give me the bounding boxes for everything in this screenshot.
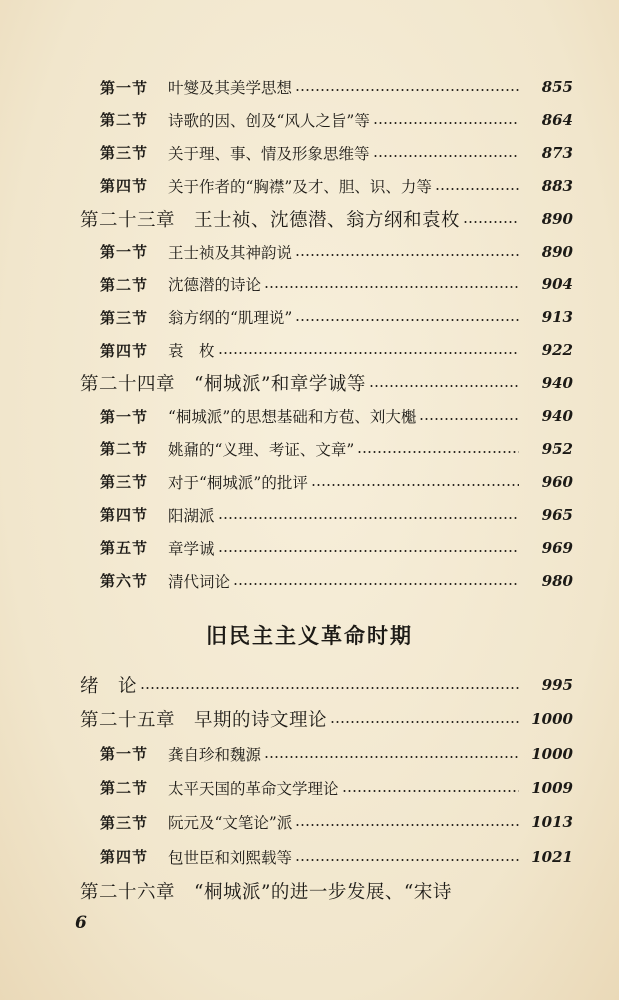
page-ref: 890 bbox=[541, 242, 573, 261]
section-title: 对于“桐城派”的批评 bbox=[168, 473, 308, 492]
section-label: 第一节 bbox=[100, 243, 149, 261]
section-label: 第四节 bbox=[100, 341, 149, 360]
page-ref: 1021 bbox=[531, 847, 573, 866]
part-heading: 旧民主主义革命时期 bbox=[206, 623, 413, 648]
dot-leader bbox=[295, 319, 519, 321]
section-title: “桐城派”的思想基础和方苞、刘大櫆 bbox=[168, 408, 417, 426]
page-ref: 960 bbox=[541, 472, 573, 491]
section-label: 第一节 bbox=[100, 407, 149, 426]
chapter-title: 第二十五章 早期的诗文理论 bbox=[80, 710, 328, 732]
page-ref: 969 bbox=[541, 538, 573, 557]
section-title: 阮元及“文笔论”派 bbox=[168, 814, 293, 833]
toc-section-row bbox=[0, 335, 619, 365]
dot-leader bbox=[311, 484, 519, 486]
toc-chapter-row bbox=[0, 704, 619, 734]
page-ref: 864 bbox=[541, 110, 573, 129]
dot-leader bbox=[264, 286, 519, 288]
section-title: 龚自珍和魏源 bbox=[168, 745, 262, 764]
toc-chapter-row bbox=[0, 876, 619, 906]
page-ref: 890 bbox=[541, 209, 573, 228]
page-ref: 1000 bbox=[531, 744, 573, 763]
section-label: 第四节 bbox=[100, 506, 149, 525]
chapter-title: 第二十四章 “桐城派”和章学诚等 bbox=[80, 374, 366, 396]
dot-leader bbox=[295, 254, 519, 256]
section-title: 袁 枚 bbox=[168, 342, 215, 361]
section-label: 第五节 bbox=[100, 539, 149, 558]
toc-section-row bbox=[0, 773, 619, 803]
section-label: 第三节 bbox=[100, 813, 149, 832]
dot-leader bbox=[218, 352, 519, 354]
toc-section-row bbox=[0, 434, 619, 464]
toc-section-row bbox=[0, 842, 619, 872]
section-title: 太平天国的革命文学理论 bbox=[168, 779, 339, 798]
page-ref: 940 bbox=[541, 374, 573, 393]
page-number: 6 bbox=[75, 913, 87, 933]
page-ref: 913 bbox=[541, 308, 573, 327]
section-label: 第一节 bbox=[100, 78, 149, 97]
section-title: 沈德潜的诗论 bbox=[168, 276, 262, 295]
section-title: 王士祯及其神韵说 bbox=[168, 243, 293, 262]
toc-section-row bbox=[0, 72, 619, 102]
toc-section-row bbox=[0, 500, 619, 530]
section-label: 第六节 bbox=[100, 572, 149, 590]
page-ref: 1013 bbox=[531, 813, 573, 832]
page-ref: 995 bbox=[541, 676, 573, 694]
section-label: 第四节 bbox=[100, 177, 149, 196]
section-label: 第二节 bbox=[100, 779, 149, 798]
dot-leader bbox=[330, 721, 519, 723]
section-title: 章学诚 bbox=[168, 539, 215, 558]
dot-leader bbox=[373, 155, 519, 157]
toc-section-row bbox=[0, 171, 619, 201]
dot-leader bbox=[419, 418, 519, 420]
section-title: 姚鼐的“义理、考证、文章” bbox=[168, 440, 355, 459]
page-ref: 922 bbox=[541, 341, 573, 360]
section-label: 第二节 bbox=[100, 440, 149, 459]
dot-leader bbox=[295, 824, 519, 826]
page-ref: 883 bbox=[541, 176, 573, 195]
dot-leader bbox=[369, 385, 519, 387]
chapter-title: 第二十三章 王士祯、沈德潜、翁方纲和袁枚 bbox=[80, 209, 461, 231]
dot-leader bbox=[264, 756, 519, 758]
dot-leader bbox=[218, 517, 519, 519]
toc-chapter-row bbox=[0, 670, 619, 700]
section-label: 第二节 bbox=[100, 275, 149, 294]
section-title: 阳湖派 bbox=[168, 506, 215, 525]
chapter-title: 绪 论 bbox=[80, 676, 138, 697]
dot-leader bbox=[373, 122, 519, 124]
section-title: 包世臣和刘熙载等 bbox=[168, 848, 293, 867]
toc-section-row bbox=[0, 401, 619, 431]
page-ref: 980 bbox=[541, 571, 573, 590]
toc-chapter-row bbox=[0, 368, 619, 398]
page-ref: 965 bbox=[541, 505, 573, 524]
section-label: 第三节 bbox=[100, 308, 149, 327]
page-ref: 904 bbox=[541, 275, 573, 294]
section-title: 诗歌的因、创及“风人之旨”等 bbox=[168, 111, 370, 130]
dot-leader bbox=[357, 451, 519, 453]
page-ref: 1009 bbox=[531, 778, 573, 797]
toc-section-row bbox=[0, 302, 619, 332]
section-title: 翁方纲的“肌理说” bbox=[168, 309, 293, 328]
section-title: 清代词论 bbox=[168, 572, 231, 591]
page-ref: 952 bbox=[541, 439, 573, 458]
dot-leader bbox=[218, 550, 519, 552]
dot-leader bbox=[295, 89, 519, 91]
toc-section-row bbox=[0, 533, 619, 563]
section-title: 叶燮及其美学思想 bbox=[168, 79, 293, 97]
toc-section-row bbox=[0, 105, 619, 135]
toc-section-row bbox=[0, 467, 619, 497]
page-ref: 1000 bbox=[531, 710, 573, 729]
section-label: 第三节 bbox=[100, 144, 149, 163]
toc-section-row bbox=[0, 807, 619, 837]
section-title: 关于理、事、情及形象思维等 bbox=[168, 144, 370, 163]
toc-section-row bbox=[0, 138, 619, 168]
toc-section-row bbox=[0, 566, 619, 596]
dot-leader bbox=[435, 188, 519, 190]
section-title: 关于作者的“胸襟”及才、胆、识、力等 bbox=[168, 177, 432, 196]
section-label: 第三节 bbox=[100, 473, 149, 492]
dot-leader bbox=[140, 687, 519, 689]
dot-leader bbox=[233, 583, 519, 585]
toc-section-row bbox=[0, 739, 619, 769]
page-ref: 873 bbox=[541, 143, 573, 162]
section-label: 第四节 bbox=[100, 848, 149, 866]
section-label: 第二节 bbox=[100, 111, 149, 130]
chapter-title: 第二十六章 “桐城派”的进一步发展、“宋诗 bbox=[80, 881, 452, 903]
section-label: 第一节 bbox=[100, 745, 149, 764]
toc-section-row bbox=[0, 269, 619, 299]
dot-leader bbox=[463, 221, 519, 223]
page-ref: 940 bbox=[541, 407, 573, 425]
toc-chapter-row bbox=[0, 204, 619, 234]
toc-section-row bbox=[0, 237, 619, 267]
dot-leader bbox=[342, 790, 519, 792]
dot-leader bbox=[295, 859, 519, 861]
page-ref: 855 bbox=[541, 78, 573, 96]
